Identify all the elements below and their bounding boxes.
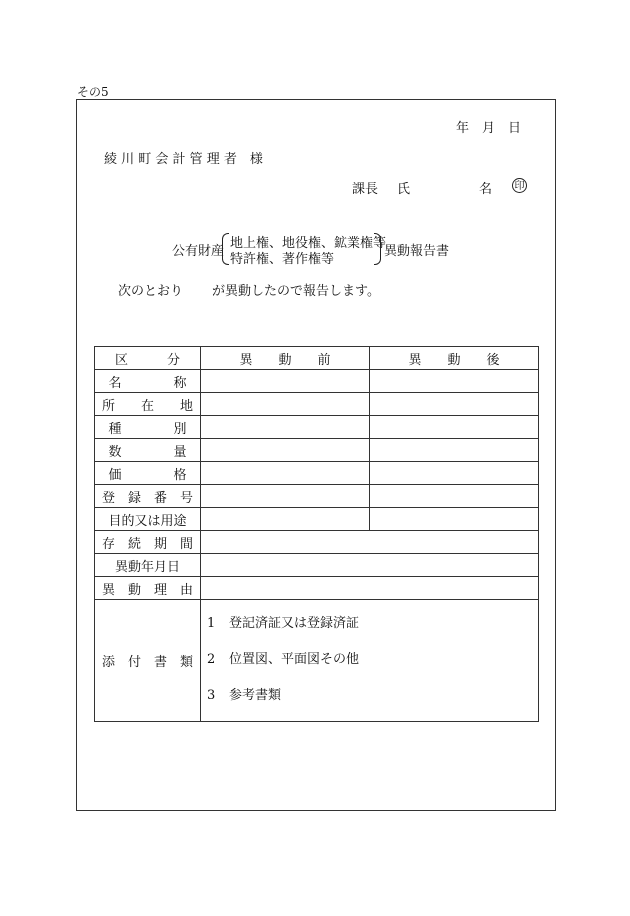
sender-surname-label: 氏 [397, 182, 411, 197]
table-row [95, 462, 539, 485]
cell-value [201, 577, 539, 600]
row-label-location: 所 在 地 [95, 393, 201, 416]
subject-suffix: 異動報告書 [384, 244, 450, 259]
left-brace [222, 233, 229, 265]
cell-before [201, 439, 370, 462]
sender-name-label: 名 [479, 182, 493, 197]
row-label-name: 名 称 [95, 370, 201, 393]
intro-before: 次のとおり [118, 284, 184, 299]
row-label-duration: 存 続 期 間 [95, 531, 201, 554]
row-label-price: 価 格 [95, 462, 201, 485]
list-item [207, 612, 538, 631]
cell-before [201, 393, 370, 416]
attachment-text: 登記済証又は登録済証 [229, 616, 360, 631]
table-row [95, 393, 539, 416]
table-header-row [95, 347, 539, 370]
form-number: その5 [77, 85, 109, 99]
header-before: 異 動 前 [201, 347, 370, 370]
attachment-text: 位置図、平面図その他 [229, 652, 360, 667]
cell-before [201, 416, 370, 439]
sender-title: 課長 [352, 182, 379, 197]
row-label-attachments: 添 付 書 類 [95, 600, 201, 722]
right-brace [374, 233, 381, 265]
intro-after: が異動したので報告します。 [212, 284, 380, 299]
attachment-number: 1 [207, 616, 216, 631]
subject-line1: 地上権、地役権、鉱業権等 [230, 236, 387, 251]
cell-after [370, 485, 539, 508]
cell-value [201, 554, 539, 577]
cell-before [201, 508, 370, 531]
row-label-type: 種 別 [95, 416, 201, 439]
row-label-quantity: 数 量 [95, 439, 201, 462]
table-row [95, 370, 539, 393]
list-item [207, 684, 538, 703]
addressee: 綾 川 町 会 計 管 理 者 様 [104, 152, 263, 167]
table-row [95, 508, 539, 531]
table-row [95, 416, 539, 439]
subject-line2: 特許権、著作権等 [230, 252, 335, 267]
table-row [95, 439, 539, 462]
attachments-list [201, 612, 538, 703]
attachments-cell [201, 600, 539, 722]
cell-after [370, 508, 539, 531]
seal-mark: 印 [512, 178, 527, 193]
attachment-number: 2 [207, 652, 216, 667]
cell-before [201, 370, 370, 393]
header-after: 異 動 後 [370, 347, 539, 370]
list-item [207, 648, 538, 667]
cell-after [370, 370, 539, 393]
attachment-number: 3 [207, 688, 216, 703]
table-row [95, 531, 539, 554]
cell-after [370, 439, 539, 462]
cell-before [201, 462, 370, 485]
cell-after [370, 416, 539, 439]
cell-after [370, 462, 539, 485]
row-label-change-reason: 異 動 理 由 [95, 577, 201, 600]
row-label-change-date: 異動年月日 [95, 554, 201, 577]
cell-after [370, 393, 539, 416]
table-row [95, 577, 539, 600]
subject-prefix: 公有財産 [172, 244, 225, 259]
table-row-attachments [95, 600, 539, 722]
cell-value [201, 531, 539, 554]
row-label-registration-number: 登 録 番 号 [95, 485, 201, 508]
report-table [94, 346, 539, 722]
cell-before [201, 485, 370, 508]
table-row [95, 485, 539, 508]
table-row [95, 554, 539, 577]
row-label-purpose: 目的又は用途 [95, 508, 201, 531]
attachment-text: 参考書類 [229, 688, 282, 703]
header-category: 区 分 [95, 347, 201, 370]
date-line: 年 月 日 [456, 121, 522, 136]
